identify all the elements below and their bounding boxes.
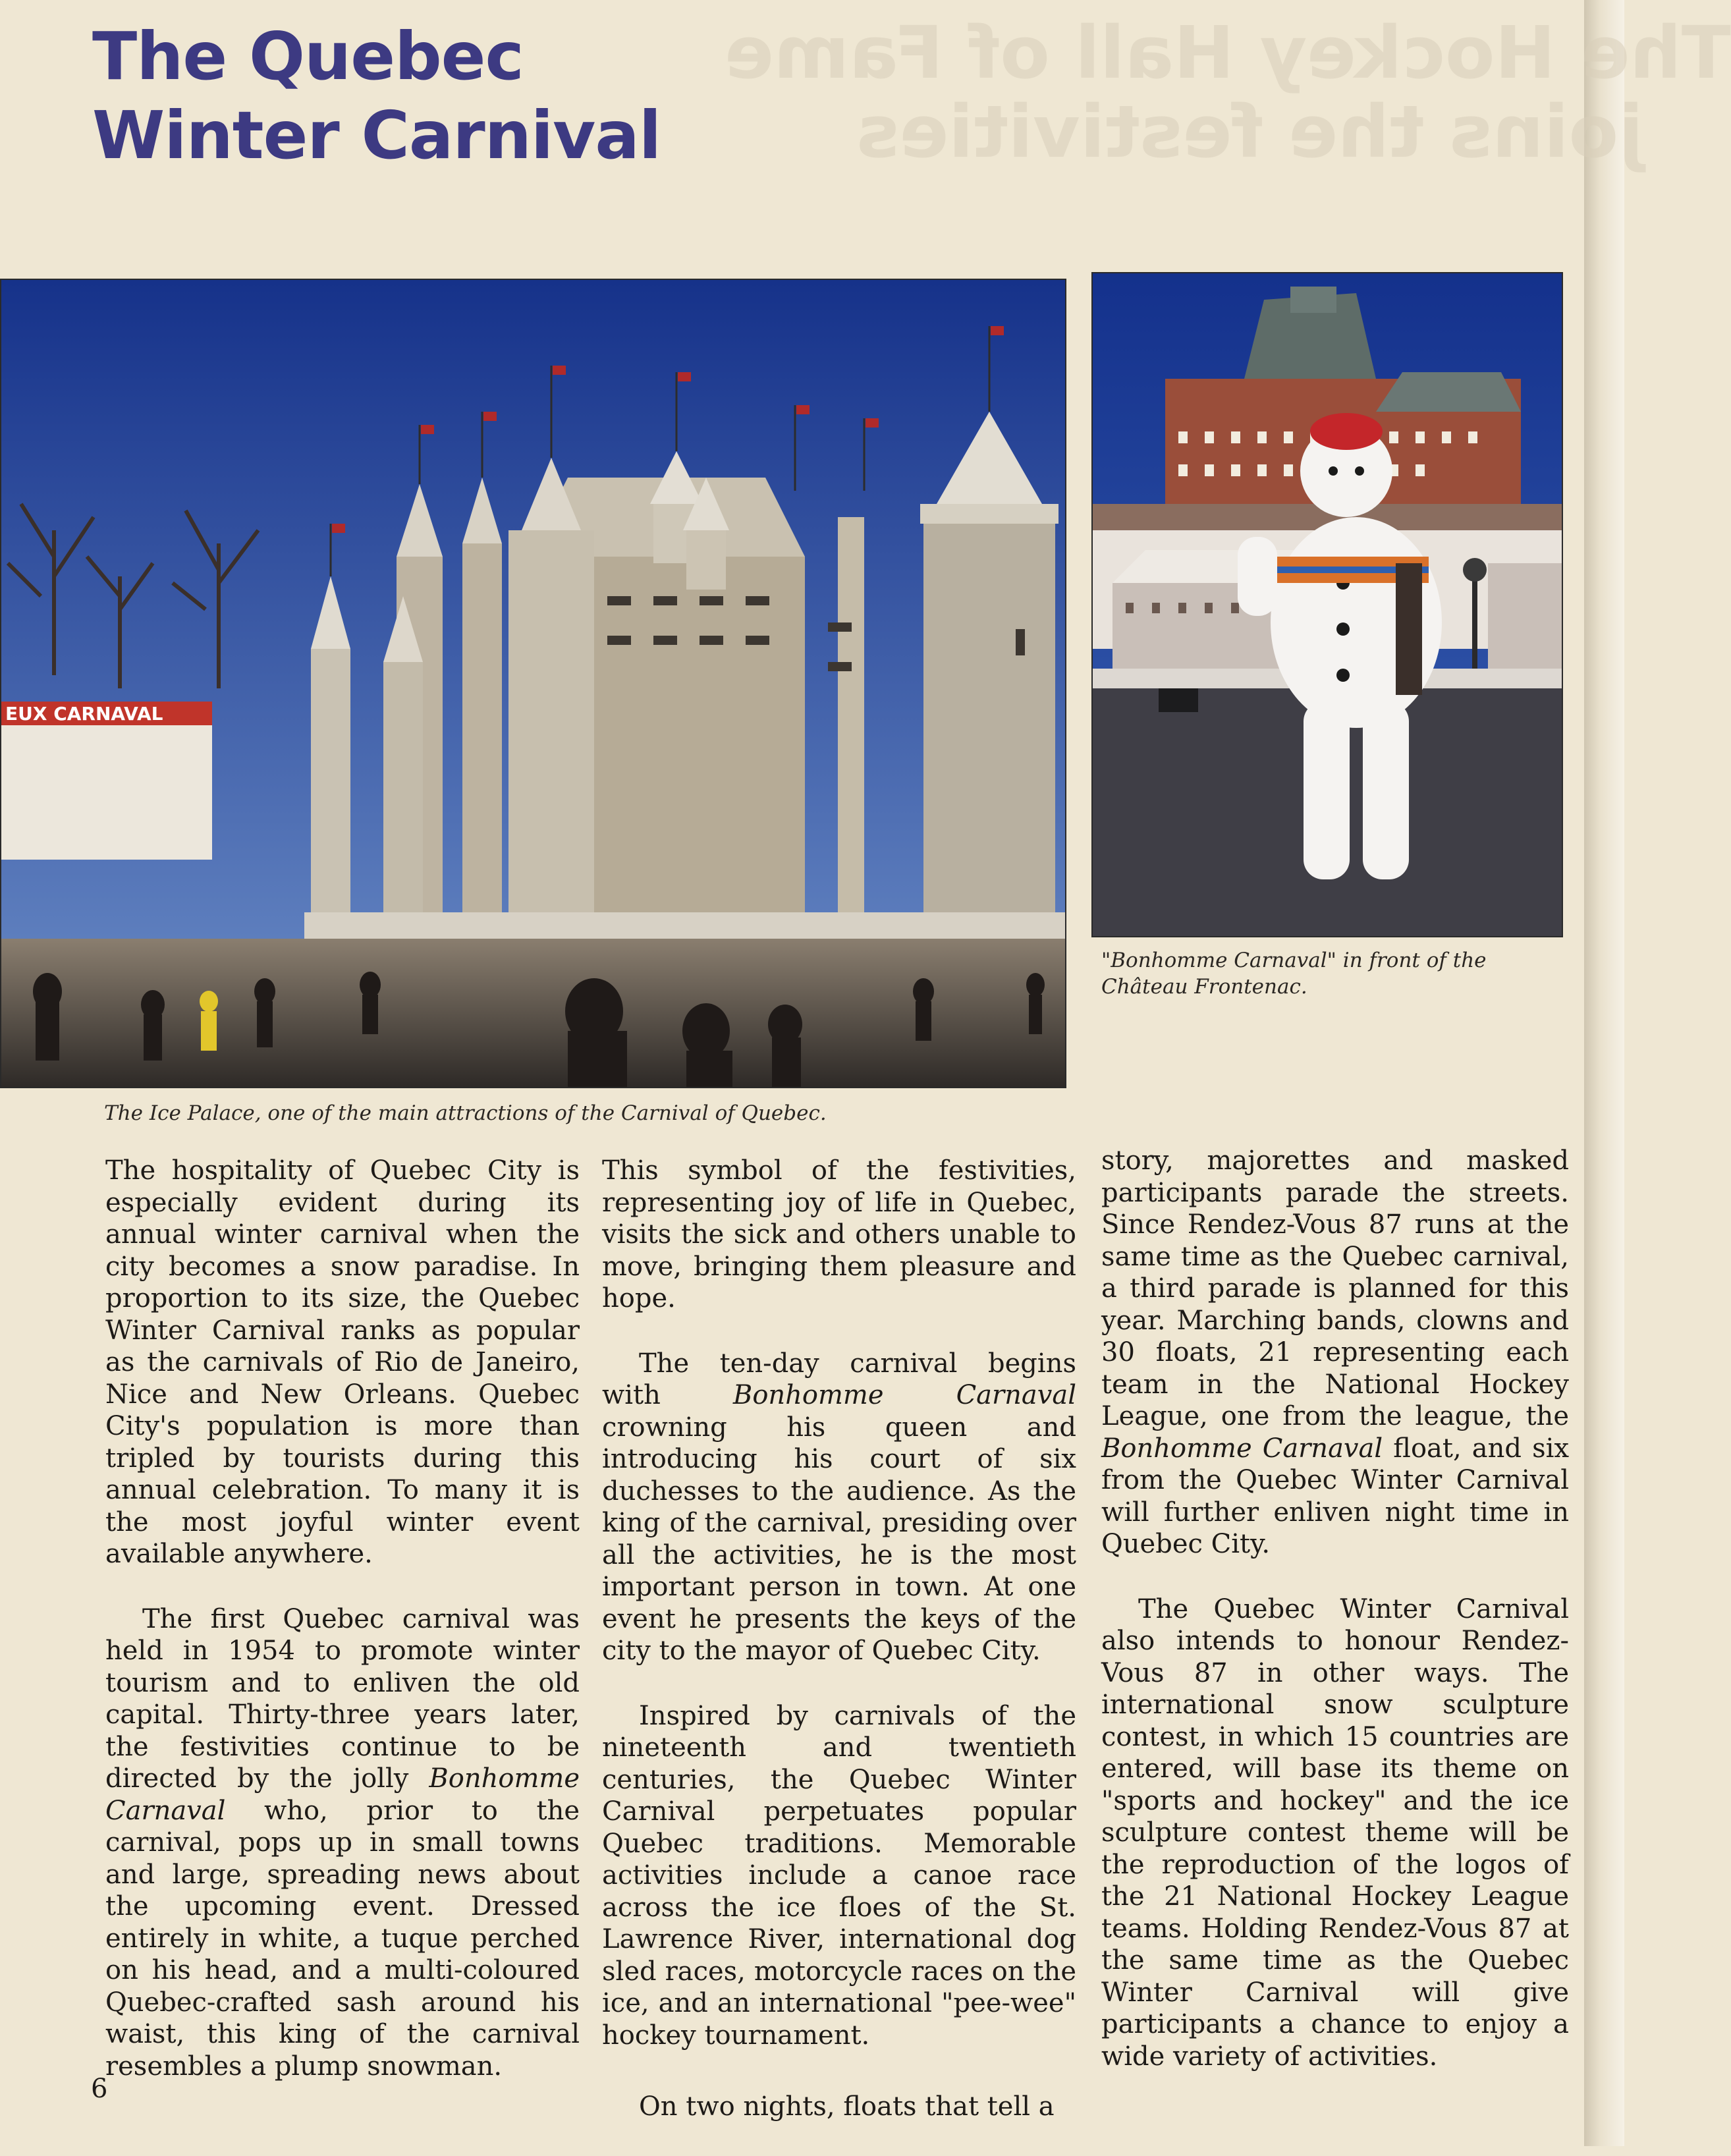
ice-palace-photo	[0, 279, 1066, 1088]
article-title	[92, 17, 685, 175]
paragraph: story, majorettes and masked participants parade the streets. Since Rendez-Vous 87 runs at the same time as the Quebec carnival, a third parade is planned for this year. Marching bands, clowns and 30 floats, 21 representing each team in the National Hockey League, one from the league, the Bonhomme Carnaval float, and six from the Quebec Winter Carnival will further enliven night time in Quebec City.	[1101, 1146, 1569, 1559]
bonhomme-caption	[1101, 947, 1562, 1000]
paragraph: The ten-day carnival begins with Bonhomme Carnaval crowning his queen and introducing his court of six duchesses to the audience. As the king of the carnival, presiding over all the activities, he is the most important person in town. At one event he presents the keys of the city to the mayor of Quebec City.	[602, 1348, 1076, 1666]
title-line-1: The Quebec	[92, 18, 524, 95]
bleed-through-text: The Hockey Hall of Fame	[725, 11, 1731, 95]
page-edge	[1584, 0, 1624, 2146]
bleed-through-text: joins the festivities	[856, 90, 1643, 174]
page-number: 6	[91, 2074, 108, 2104]
article-column-2	[602, 1155, 1076, 2156]
paragraph: The hospitality of Quebec City is especially evident during its annual winter carnival when the city becomes a snow paradise. In proportion to its size, the Quebec Winter Carnival ranks as popular as the carnivals of Rio de Janeiro, Nice and New Orleans. Quebec City's population is more than tripled by tourists during this annual celebration. To many it is the most joyful winter event available anywhere.	[105, 1155, 580, 1569]
paragraph: Inspired by carnivals of the nineteenth and twentieth centuries, the Quebec Winter Carnival perpetuates popular Quebec traditions. Memorable activities include a canoe race across the ice floes of the St. Lawrence River, international dog sled races, motorcycle races on the ice, and an international "pee-wee" hockey tournament.	[602, 1700, 1076, 2051]
article-column-1	[105, 1155, 580, 2115]
carnival-sign-text: EUX CARNAVAL	[5, 703, 163, 725]
bonhomme-caption-line-1: "Bonhomme Carnaval" in front of the	[1101, 949, 1487, 972]
paragraph: The first Quebec carnival was held in 1954 to promote winter tourism and to enliven the old capital. Thirty-three years later, the festivities continue to be directed by the jolly Bonhomme Carnaval who, prior to the carnival, pops up in small towns and large, spreading news about the upcoming event. Dressed entirely in white, a tuque perched on his head, and a multi-coloured Quebec-crafted sash around his waist, this king of the carnival resembles a plump snowman.	[105, 1603, 580, 2082]
paragraph: This symbol of the festivities, representing joy of life in Quebec, visits the sick and others unable to move, bringing them pleasure and hope.	[602, 1155, 1076, 1313]
title-line-2: Winter Carnival	[92, 97, 661, 174]
paragraph: The Quebec Winter Carnival also intends to honour Rendez-Vous 87 in other ways. The international snow sculpture contest, in which 15 countries are entered, will base its theme on "sports and hockey" and the ice sculpture contest theme will be the reproduction of the logos of the 21 National Hockey League teams. Holding Rendez-Vous 87 at the same time as the Quebec Winter Carnival will give participants a chance to enjoy a wide variety of activities.	[1101, 1593, 1569, 2072]
article-column-3	[1101, 1145, 1569, 2105]
ice-palace-caption: The Ice Palace, one of the main attractions of the Carnival of Quebec.	[104, 1101, 827, 1125]
bonhomme-caption-line-2: Château Frontenac.	[1101, 975, 1307, 999]
bonhomme-photo	[1091, 272, 1563, 937]
paragraph: On two nights, floats that tell a	[639, 2091, 1055, 2122]
